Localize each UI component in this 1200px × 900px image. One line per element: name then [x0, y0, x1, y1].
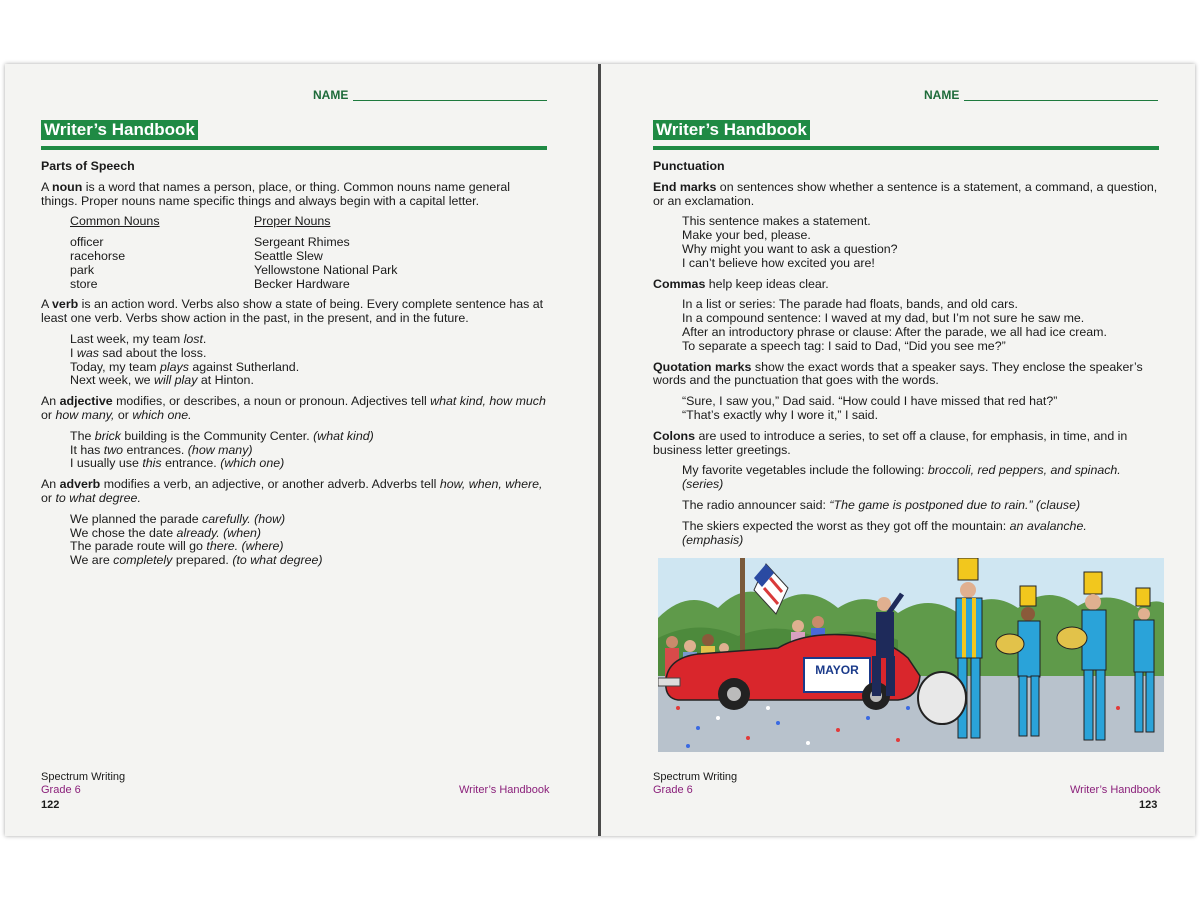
example-line: To separate a speech tag: I said to Dad, “Did you see me?” — [682, 338, 1006, 353]
common-nouns-header: Common Nouns — [70, 214, 160, 229]
example-line: Make your bed, please. — [682, 228, 811, 243]
list-item: store — [70, 276, 98, 291]
verb-definition: A verb is an action word. Verbs also show a state of being. Every complete sentence has at least one verb. Verbs show action in the past, in the present, and in the future. — [41, 297, 544, 326]
example-line: The parade route will go there. (where) — [70, 539, 284, 554]
example-line: Last week, my team lost. — [70, 331, 207, 346]
example-line: We are completely prepared. (to what degree) — [70, 553, 323, 568]
page-title: Writer’s Handbook — [41, 120, 198, 140]
example-line: This sentence makes a statement. — [682, 214, 871, 229]
example-line: Why might you want to ask a question? — [682, 241, 898, 256]
example-line: I usually use this entrance. (which one) — [70, 456, 285, 471]
example-line: “Sure, I saw you,” Dad said. “How could I have missed that red hat?” — [682, 394, 1058, 409]
parade-illustration — [658, 558, 1164, 752]
end-marks-examples — [653, 215, 1161, 270]
example-line: My favorite vegetables include the following: broccoli, red peppers, and spinach. (series) — [682, 463, 1121, 492]
left-page — [5, 64, 599, 836]
list-item: racehorse — [70, 248, 126, 263]
footer-section-tag: Writer’s Handbook — [459, 784, 550, 796]
book-spread — [5, 64, 1195, 836]
example-line: We planned the parade carefully. (how) — [70, 511, 286, 526]
example-line: The brick building is the Community Center. (what kind) — [70, 428, 374, 443]
footer-series: Spectrum Writing — [653, 771, 738, 783]
colons-definition: Colons are used to introduce a series, to set off a clause, for emphasis, in time, and in business letter greetings. — [653, 428, 1128, 457]
page-number: 123 — [1139, 799, 1158, 811]
list-item: park — [70, 262, 95, 277]
proper-nouns-header: Proper Nouns — [254, 214, 331, 229]
right-body — [653, 160, 1161, 554]
example-line: The skiers expected the worst as they got off the mountain: an avalanche. (emphasis) — [682, 518, 1087, 547]
example-line: I can’t believe how excited you are! — [682, 255, 875, 270]
footer-grade: Grade 6 — [653, 784, 693, 796]
list-item: officer — [70, 235, 104, 250]
left-body — [41, 160, 547, 575]
footer-section-tag: Writer’s Handbook — [1070, 784, 1161, 796]
common-nouns-column — [41, 215, 254, 291]
adverb-examples — [41, 513, 547, 568]
list-item: Sergeant Rhimes — [254, 235, 350, 250]
proper-nouns-column — [254, 215, 398, 291]
name-line — [353, 100, 547, 101]
example-line: “That’s exactly why I wore it,” I said. — [682, 407, 879, 422]
example-line: The radio announcer said: “The game is postponed due to rain.” (clause) — [682, 497, 1081, 512]
section-heading: Punctuation — [653, 159, 725, 173]
name-label: NAME — [924, 88, 960, 102]
commas-examples — [653, 298, 1161, 353]
parade-illustration-svg — [658, 558, 1164, 752]
adverb-definition: An adverb modifies a verb, an adjective, or another adverb. Adverbs tell how, when, where, or to what degree. — [41, 477, 543, 505]
quotation-marks-definition: Quotation marks show the exact words that a speaker says. They enclose the speaker’s words and the punctuation that goes with the words. — [653, 359, 1143, 388]
mayor-sign: MAYOR — [815, 663, 859, 677]
page-number: 122 — [41, 799, 60, 811]
example-line: It has two entrances. (how many) — [70, 442, 253, 457]
example-line: In a compound sentence: I waved at my dad, but I’m not sure he saw me. — [682, 311, 1085, 326]
colons-examples — [653, 464, 1161, 547]
example-line: After an introductory phrase or clause: After the parade, we all had ice cream. — [682, 324, 1107, 339]
section-heading: Parts of Speech — [41, 159, 135, 173]
page-title: Writer’s Handbook — [653, 120, 810, 140]
list-item: Seattle Slew — [254, 248, 323, 263]
example-line: Today, my team plays against Sutherland. — [70, 359, 300, 374]
quotation-examples — [653, 395, 1161, 423]
list-item: Becker Hardware — [254, 276, 350, 291]
footer-series: Spectrum Writing — [41, 771, 126, 783]
end-marks-definition: End marks on sentences show whether a sentence is a statement, a command, a question, or an exclamation. — [653, 179, 1158, 208]
example-line: I was sad about the loss. — [70, 345, 207, 360]
example-line: In a list or series: The parade had floats, bands, and old cars. — [682, 297, 1018, 312]
commas-definition: Commas help keep ideas clear. — [653, 276, 829, 291]
example-line: Next week, we will play at Hinton. — [70, 373, 254, 388]
footer-grade: Grade 6 — [41, 784, 81, 796]
adjective-definition: An adjective modifies, or describes, a noun or pronoun. Adjectives tell what kind, how much or how many, or which one. — [41, 394, 546, 422]
name-line — [964, 100, 1158, 101]
title-rule — [41, 146, 547, 150]
name-label: NAME — [313, 88, 349, 102]
adjective-examples — [41, 430, 547, 471]
noun-table — [41, 215, 547, 291]
noun-definition: A noun is a word that names a person, place, or thing. Common nouns name general things. Proper nouns name specific things and always begin with a capital letter. — [41, 179, 511, 208]
example-line: We chose the date already. (when) — [70, 525, 262, 540]
title-rule — [653, 146, 1159, 150]
right-page — [601, 64, 1195, 836]
name-field — [924, 88, 959, 104]
list-item: Yellowstone National Park — [254, 262, 398, 277]
verb-examples — [41, 333, 547, 388]
name-field — [313, 88, 348, 104]
